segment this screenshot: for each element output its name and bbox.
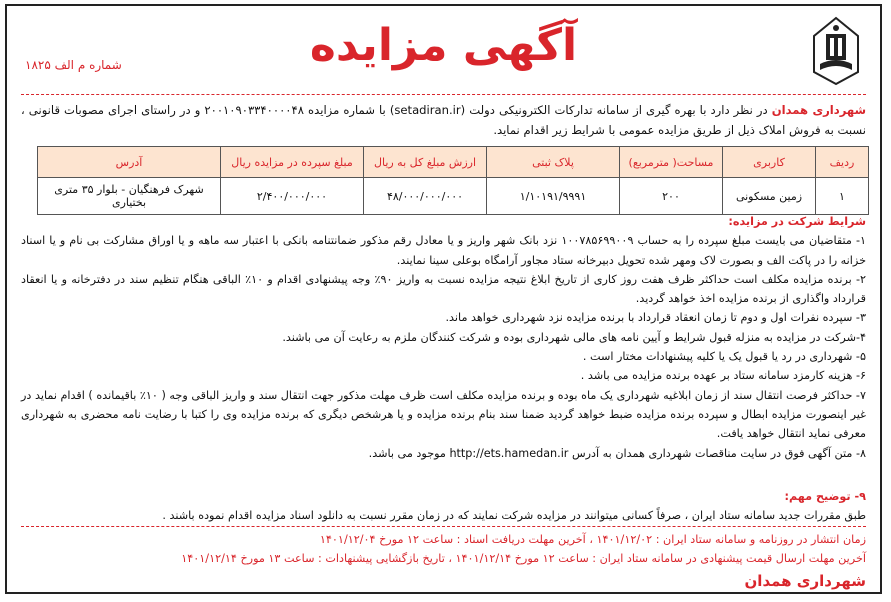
cell-plate: ۱/۱۰۱۹۱/۹۹۹۱ (487, 178, 620, 215)
dates-divider (21, 526, 866, 527)
cell-usage: زمین مسکونی (723, 178, 816, 215)
notice-frame (5, 4, 882, 594)
condition-item: ۲- برنده مزایده مکلف است حداکثر ظرف هفت روز کاری از تاریخ ابلاغ نتیجه مزایده نسبت به واریز ۹۰٪ وجه پیشنهادی اقدام و ۱۰٪ الباقی هنگام تنظیم سند در دفترخانه و یا انعقاد قرارداد واگذاری از برنده مزایده اخذ خواهد گردید. (21, 272, 866, 306)
intro-org: شهرداری همدان (771, 103, 866, 117)
ad-number: شماره م الف ۱۸۲۵ (25, 58, 122, 72)
col-plate: پلاک ثبتی (487, 147, 620, 178)
dates-section (21, 530, 866, 568)
col-value: ارزش مبلغ کل به ریال (364, 147, 487, 178)
col-deposit: مبلغ سپرده در مزایده ریال (221, 147, 364, 178)
col-row: ردیف (816, 147, 869, 178)
important-text: طبق مقررات جدید سامانه ستاد ایران ، صرفاً کسانی میتوانند در مزایده شرکت نمایند که در زمان مقرر نسبت به دانلود اسناد مزایده اقدام نموده باشند . (162, 509, 866, 522)
cell-value: ۴۸/۰۰۰/۰۰۰/۰۰۰ (364, 178, 487, 215)
table-header-row (38, 147, 869, 178)
notice-title: آگهی مزایده (309, 20, 578, 71)
cell-area: ۲۰۰ (620, 178, 723, 215)
table-row (38, 178, 869, 215)
header-divider (21, 94, 866, 95)
condition-item: ۴-شرکت در مزایده به منزله قبول شرایط و آیین نامه های مالی شهرداری بوده و شرکت کنندگان ملزم به رعایت آن می باشند. (282, 330, 866, 344)
cell-address: شهرک فرهنگیان - بلوار ۳۵ متری بختیاری (38, 178, 221, 215)
condition-item: ۶- هزینه کارمزد سامانه ستاد بر عهده برنده مزایده می باشد . (580, 369, 866, 383)
cell-row: ۱ (816, 178, 869, 215)
important-note (21, 487, 866, 525)
dates-line-1: زمان انتشار در روزنامه و سامانه ستاد ایران : ۱۴۰۱/۱۲/۰۲ ، آخرین مهلت دریافت اسناد : ساعت ۱۲ مورخ ۱۴۰۱/۱۲/۰۴ (319, 533, 866, 546)
condition-item: ۷- حداکثر فرصت انتقال سند از زمان ابلاغیه شهرداری یک ماه بوده و برنده مزایده مکلف است ظرف مهلت مذکور جهت انتقال سند و واریز الباقی وجه ( ۱۰٪ باقیمانده ) اقدام نماید در غیر اینصورت مزایده ابطال و سپرده برنده مزایده ضبط خواهد گردید ضمنا سند بنام برنده مزایده و یا هرشخص دیگری که برنده مزایده وی را کتبا با رضایت نامه محضری به شهرداری معرفی نماید انتقال خواهد یافت. (21, 388, 866, 441)
notice-header (7, 6, 880, 94)
col-address: آدرس (38, 147, 221, 178)
condition-item: ۵- شهرداری در رد یا قبول یک یا کلیه پیشنهادات مختار است . (582, 350, 866, 364)
important-heading: ۹- توضیح مهم: (784, 490, 866, 503)
col-usage: کاربری (723, 147, 816, 178)
intro-paragraph (21, 100, 866, 140)
condition-item: ۸- متن آگهی فوق در سایت مناقصات شهرداری همدان به آدرس http://ets.hamedan.ir موجود می باشد. (368, 446, 866, 460)
condition-item: ۱- متقاضیان می بایست مبلغ سپرده را به حساب ۱۰۰۷۸۵۶۹۹۰۰۹ نزد بانک شهر واریز و یا معادل رقم مذکور ضمانتنامه بانکی با اعتبار سه ماهه و یا اوراق مشارکت بی نام و یا اسناد خزانه را در پاکت الف و بصورت لاک ومهر شده تحویل دبیرخانه ستاد مجاور آرامگاه بوعلی سینا نمایند. (21, 234, 866, 267)
intro-text: در نظر دارد با بهره گیری از سامانه تدارکات الکترونیکی دولت (setadiran.ir) با شماره مزایده ۲۰۰۱۰۹۰۳۳۴۰۰۰۰۴۸ و در راستای اجرای مصوبات قانونی ، نسبت به فروش املاک ذیل از طریق مزایده عمومی با شرایط زیر اقدام نماید. (21, 103, 866, 137)
footer-org: شهرداری همدان (744, 572, 866, 590)
cell-deposit: ۲/۴۰۰/۰۰۰/۰۰۰ (221, 178, 364, 215)
conditions-section (21, 212, 866, 463)
dates-line-2: آخرین مهلت ارسال قیمت پیشنهادی در سامانه ستاد ایران : ساعت ۱۲ مورخ ۱۴۰۱/۱۲/۱۴ ، تاریخ بازگشایی پیشنهادات : ساعت ۱۳ مورخ ۱۴۰۱/۱۲/۱۴ (181, 552, 866, 565)
conditions-heading: شرایط شرکت در مزایده: (728, 215, 866, 228)
condition-item: ۳- سپرده نفرات اول و دوم تا زمان انعقاد قرارداد با برنده مزایده نزد شهرداری خواهد ماند. (445, 311, 866, 325)
lots-table (37, 146, 869, 215)
col-area: مساحت( مترمربع) (620, 147, 723, 178)
